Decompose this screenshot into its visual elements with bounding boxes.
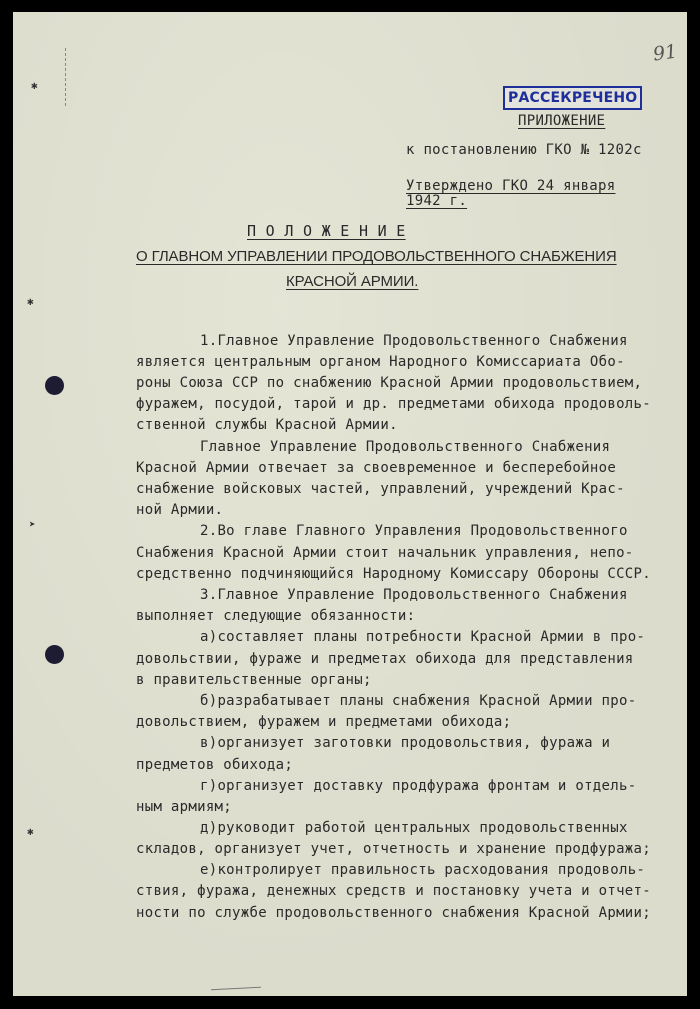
paragraph-line: снабжение войсковых частей, управлений, учреждений Крас- [136,481,625,497]
paragraph-line: г)организует доставку продфуража фронтам и отдель- [200,778,637,794]
declassified-stamp: РАССЕКРЕЧЕНО [503,86,642,110]
pen-stroke [211,987,261,991]
approval-line-1: Утверждено ГКО 24 января [406,178,616,194]
paragraph-line: ной Армии. [136,502,224,518]
paragraph-line: в правительственные органы; [136,672,372,688]
paragraph-line: б)разрабатывает планы снабжения Красной Армии про- [200,693,637,709]
staple-mark: ✱ [31,79,38,92]
paragraph-line: Красной Армии отвечает за своевременное и бесперебойное [136,460,617,476]
paragraph-line: предметов обихода; [136,757,294,773]
paragraph-line: а)составляет планы потребности Красной Армии в про- [200,629,646,645]
paragraph-line: 2.Во главе Главного Управления Продовольственного [200,523,628,539]
paragraph-line: 3.Главное Управление Продовольственного Снабжения [200,587,628,603]
staple-mark: ✱ [27,825,34,838]
document-title: П О Л О Ж Е Н И Е [247,222,406,240]
paragraph-line: е)контролирует правильность расходования продоволь- [200,862,646,878]
paragraph-line: Снабжения Красной Армии стоит начальник управления, непо- [136,545,634,561]
paragraph-line: ности по службе продовольственного снабжения Красной Армии; [136,905,651,921]
binder-hole [45,376,64,395]
paragraph-line: ственной службы Красной Армии. [136,417,398,433]
paragraph-line: складов, организует учет, отчетность и хранение продфуража; [136,841,651,857]
document-subtitle-line-1: О ГЛАВНОМ УПРАВЛЕНИИ ПРОДОВОЛЬСТВЕННОГО СНАБЖЕНИЯ [136,248,617,265]
binder-hole [45,645,64,664]
margin-dashes [65,48,66,106]
resolution-reference: к постановлению ГКО № 1202с [406,142,642,158]
staple-mark: ✱ [27,295,34,308]
paragraph-line: фуражем, посудой, тарой и др. предметами обихода продоволь- [136,396,651,412]
paragraph-line: средственно подчиняющийся Народному Комиссару Обороны СССР. [136,566,651,582]
paragraph-line: довольствии, фураже и предметах обихода для представления [136,651,634,667]
appendix-heading: ПРИЛОЖЕНИЕ [518,113,606,129]
paragraph-line: является центральным органом Народного Комиссариата Обо- [136,354,625,370]
paragraph-line: ствия, фуража, денежных средств и постановку учета и отчет- [136,883,651,899]
document-subtitle-line-2: КРАСНОЙ АРМИИ. [286,273,419,290]
paragraph-line: 1.Главное Управление Продовольственного Снабжения [200,333,628,349]
paragraph-line: довольствием, фуражем и предметами обихода; [136,714,512,730]
paragraph-line: ным армиям; [136,799,233,815]
document-page [13,12,687,996]
paragraph-line: роны Союза ССР по снабжению Красной Армии продовольствием, [136,375,643,391]
paragraph-line: выполняет следующие обязанности: [136,608,416,624]
paragraph-line: д)руководит работой центральных продовольственных [200,820,628,836]
paragraph-line: в)организует заготовки продовольствия, фуража и [200,735,611,751]
paragraph-line: Главное Управление Продовольственного Снабжения [200,439,611,455]
approval-line-2: 1942 г. [406,193,468,209]
staple-mark: ➤ [29,518,36,531]
page-number: 91 [651,40,679,66]
